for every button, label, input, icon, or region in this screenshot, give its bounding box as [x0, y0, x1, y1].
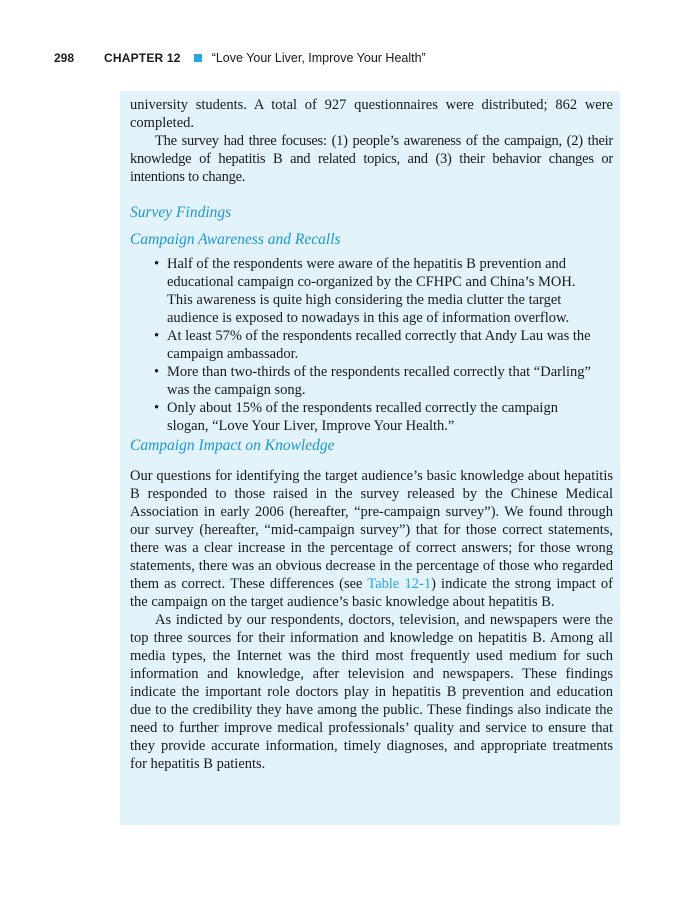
page-number: 298: [54, 51, 75, 65]
survey-focus-paragraph: The survey had three focuses: (1) people’s awareness of the campaign, (2) their knowledge of hepatitis B and related topics, and (3) their behavior changes or intentions to change.: [130, 133, 613, 185]
content-column: [130, 96, 613, 773]
table-12-1-link[interactable]: Table 12-1: [367, 576, 432, 592]
list-item: • More than two-thirds of the respondents recalled correctly that “Darling” was the campaign song.: [130, 363, 613, 399]
list-item: • At least 57% of the respondents recalled correctly that Andy Lau was the campaign ambassador.: [130, 327, 613, 363]
chapter-label: CHAPTER 12: [104, 51, 181, 65]
intro-paragraph: university students. A total of 927 questionnaires were distributed; 862 were completed.: [130, 97, 613, 131]
heading-campaign-awareness: Campaign Awareness and Recalls: [130, 231, 341, 248]
information-sources-paragraph: As indicted by our respondents, doctors, television, and newspapers were the top three sources for their information and knowledge on hepatitis B. Among all media types, the Internet was the third most frequently used medium for such information and knowledge, after television and newspapers. These findings indicate the important role doctors play in hepatitis B prevention and education due to the credibility they have among the public. These findings also indicate the need to further improve medical professionals’ quality and service to ensure that they provide accurate information, timely diagnoses, and appropriate treatments for hepatitis B patients.: [130, 612, 613, 772]
chapter-title: “Love Your Liver, Improve Your Health”: [211, 51, 426, 65]
knowledge-impact-text-end: ) indicate the strong impact of the campaign on the target audience’s basic knowledge about hepatitis B.: [130, 576, 613, 610]
running-header: [54, 50, 654, 66]
square-bullet-icon: [194, 54, 202, 62]
knowledge-impact-paragraph: [130, 467, 613, 611]
heading-campaign-impact: Campaign Impact on Knowledge: [130, 437, 335, 454]
heading-survey-findings: Survey Findings: [130, 204, 232, 221]
knowledge-impact-text: Our questions for identifying the target audience’s basic knowledge about hepatitis B responded to those raised in the survey released by the Chinese Medical Association in early 2006 (hereafter, “pre-campaign survey”). We found through our survey (hereafter, “mid-campaign survey”) that for those correct statements, there was a clear increase in the percentage of correct answers; for those wrong statements, there was an obvious decrease in the percentage of those who regarded them as correct. These differences (see: [130, 468, 613, 592]
awareness-bullet-list: [130, 255, 613, 435]
list-item: • Half of the respondents were aware of the hepatitis B prevention and educational campaign co-organized by the CFHPC and China’s MOH. This awareness is quite high considering the media clutter the target audience is exposed to nowadays in this age of information overflow.: [130, 255, 613, 327]
list-item: • Only about 15% of the respondents recalled correctly the campaign slogan, “Love Your Liver, Improve Your Health.”: [130, 399, 613, 435]
